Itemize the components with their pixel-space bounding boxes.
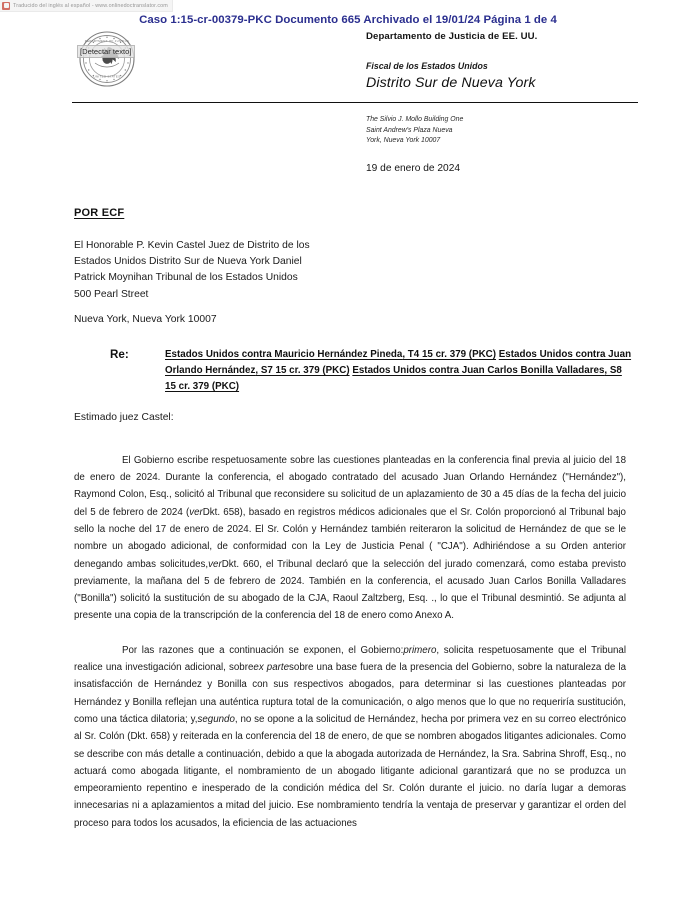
p1-text-part-1: El Gobierno escribe respetuosamente sobre las cuestiones planteadas en la conferencia final previa al juicio del 18 de enero de 2024. Durante la conferencia, el abogado contratado del acusado Juan Orlando Hernández ("Hernández"), Raymond Colon, Esq., solicitó al Tribunal que reconsidere su solicitud de un aplazamiento de 30 a 45 días de la fecha del juicio del 5 de febrero de 2024 ( <box>74 454 626 518</box>
recipient-line-3: Patrick Moynihan Tribunal de los Estados Unidos <box>74 272 298 284</box>
case-docket-3: , S8 15 cr. 379 (PKC) <box>165 365 622 392</box>
re-block <box>110 347 640 395</box>
letter-date: 19 de enero de 2024 <box>366 163 461 174</box>
case-caption-3: Estados Unidos contra Juan Carlos Bonilla Valladares <box>352 365 605 376</box>
svg-text:DEPARTMENT OF JUSTICE: DEPARTMENT OF JUSTICE <box>84 38 130 43</box>
ecf-case-stamp: Caso 1:15-cr-00379-PKC Documento 665 Archivado el 19/01/24 Página 1 de 4 <box>139 14 557 26</box>
office-address <box>366 115 463 147</box>
case-caption-1: Estados Unidos contra Mauricio Hernández Pineda <box>165 349 403 360</box>
us-attorney-title: Fiscal de los Estados Unidos <box>366 61 488 71</box>
translator-banner-text: Traducido del inglés al español - www.onlinedoctranslator.com <box>13 2 168 9</box>
district-title: Distrito Sur de Nueva York <box>366 75 536 91</box>
body-paragraph-2 <box>74 642 626 832</box>
re-case-list <box>165 347 635 395</box>
p1-text-part-2: Dkt. 658), basado en registros médicos adicionales que el Sr. Colón proporcionó al Tribunal bajo sello la noche del 17 de enero de 2024. El Sr. Colón y Hernández también reiteraron la solicitud de Hernández de que se le nombre un abogado adicional, de conformidad con la Ley de Justicia Penal ( "CJA"). Adhiriéndose a su Orden anterior denegando ambas solicitudes, <box>74 506 626 570</box>
p2-text-part-4: , no se opone a la solicitud de Hernández, hecha por primera vez en su correo electrónico al Sr. Colón (Dkt. 658) y reiterada en la conferencia del 18 de enero, de que se nombren abogados litigantes adicionales. Como se describe con más detalle a continuación, debido a que la abogada autorizada de Hernández, la Sra. Sabrina Shroff, Esq., no actuará como abogada litigante, el nombramiento de un abogado litigante adicional garantizará que no se produzca un empeoramiento repentino e inesperado de la condición médica del Sr. Colón durante el juicio. no daría lugar a demoras innecesarias ni a aplazamientos a mitad del juicio. Ese nombramiento tendría la ventaja de preservar y garantizar el orden del proceso para todos los acusados, la eficiencia de las actuaciones <box>74 713 626 829</box>
address-line-3: York, Nueva York 10007 <box>366 137 441 144</box>
p2-italic-primero: primero <box>403 644 437 656</box>
onlinedoctranslator-logo-icon <box>2 2 10 10</box>
p2-text-part-3: sobre una base fuera de la presencia del Gobierno, sobre la naturaleza de la insatisfacción de Hernández y Bonilla con sus respectivos abogados, para determinar si las cuestiones planteadas por Hernández y Bonilla reflejan una auténtica ruptura total de la comunicación, o algo menos que lo que no requeriría sustitución, como una táctica dilatoria; y, <box>74 662 626 725</box>
recipient-line-2: Estados Unidos Distrito Sur de Nueva York Daniel <box>74 256 302 268</box>
re-label: Re: <box>110 348 129 361</box>
p2-text-part-1: Por las razones que a continuación se exponen, el Gobierno: <box>122 644 404 656</box>
p1-text-part-3: Dkt. 660, el Tribunal declaró que la selección del jurado comenzará, como estaba previsto previamente, la mañana del 5 de febrero de 2024. También en la conferencia, el acusado Juan Carlos Bonilla Valladares ("Bonilla") solicitó la sustitución de su abogado de la CJA, Raoul Zaltzberg, Esq. ., lo que el Tribunal desmintió. Se adjunta al presente una copia de la transcripción de la conferencia del 18 de enero como Anexo A. <box>74 558 627 622</box>
recipient-address <box>74 238 310 303</box>
recipient-line-1: El Honorable P. Kevin Castel Juez de Distrito de los <box>74 240 310 251</box>
p1-italic-ver-2: ver <box>208 558 222 570</box>
case-caption-2: Estados Unidos contra Juan Orlando Hernández <box>165 349 632 376</box>
salutation: Estimado juez Castel: <box>74 412 174 423</box>
case-docket-2: , S7 15 cr. 379 (PKC) <box>255 365 350 376</box>
p1-italic-ver-1: ver <box>189 506 203 518</box>
doj-seal-icon <box>79 31 135 87</box>
svg-text:UNITED STATES: UNITED STATES <box>93 74 121 79</box>
p2-text-part-2: , solicita respetuosamente que el Tribunal realice una investigación adicional, sobre <box>74 644 626 674</box>
recipient-line-4: 500 Pearl Street <box>74 288 149 300</box>
recipient-city-line: Nueva York, Nueva York 10007 <box>74 314 217 325</box>
p2-italic-segundo: segundo <box>197 713 235 725</box>
address-line-2: Saint Andrew's Plaza Nueva <box>366 126 453 134</box>
case-docket-1: , T4 15 cr. 379 (PKC) <box>402 349 497 360</box>
delivery-method-label: POR ECF <box>74 207 125 219</box>
address-line-1: The Silvio J. Mollo Building One <box>366 116 464 123</box>
department-title: Departamento de Justicia de EE. UU. <box>366 31 538 42</box>
letterhead-divider <box>72 102 638 103</box>
detect-text-overlay-tag[interactable]: [Detectar texto] <box>77 45 135 58</box>
body-paragraph-1 <box>74 452 626 625</box>
p2-italic-ex-parte: ex parte <box>253 662 290 674</box>
translator-banner[interactable] <box>0 0 173 12</box>
